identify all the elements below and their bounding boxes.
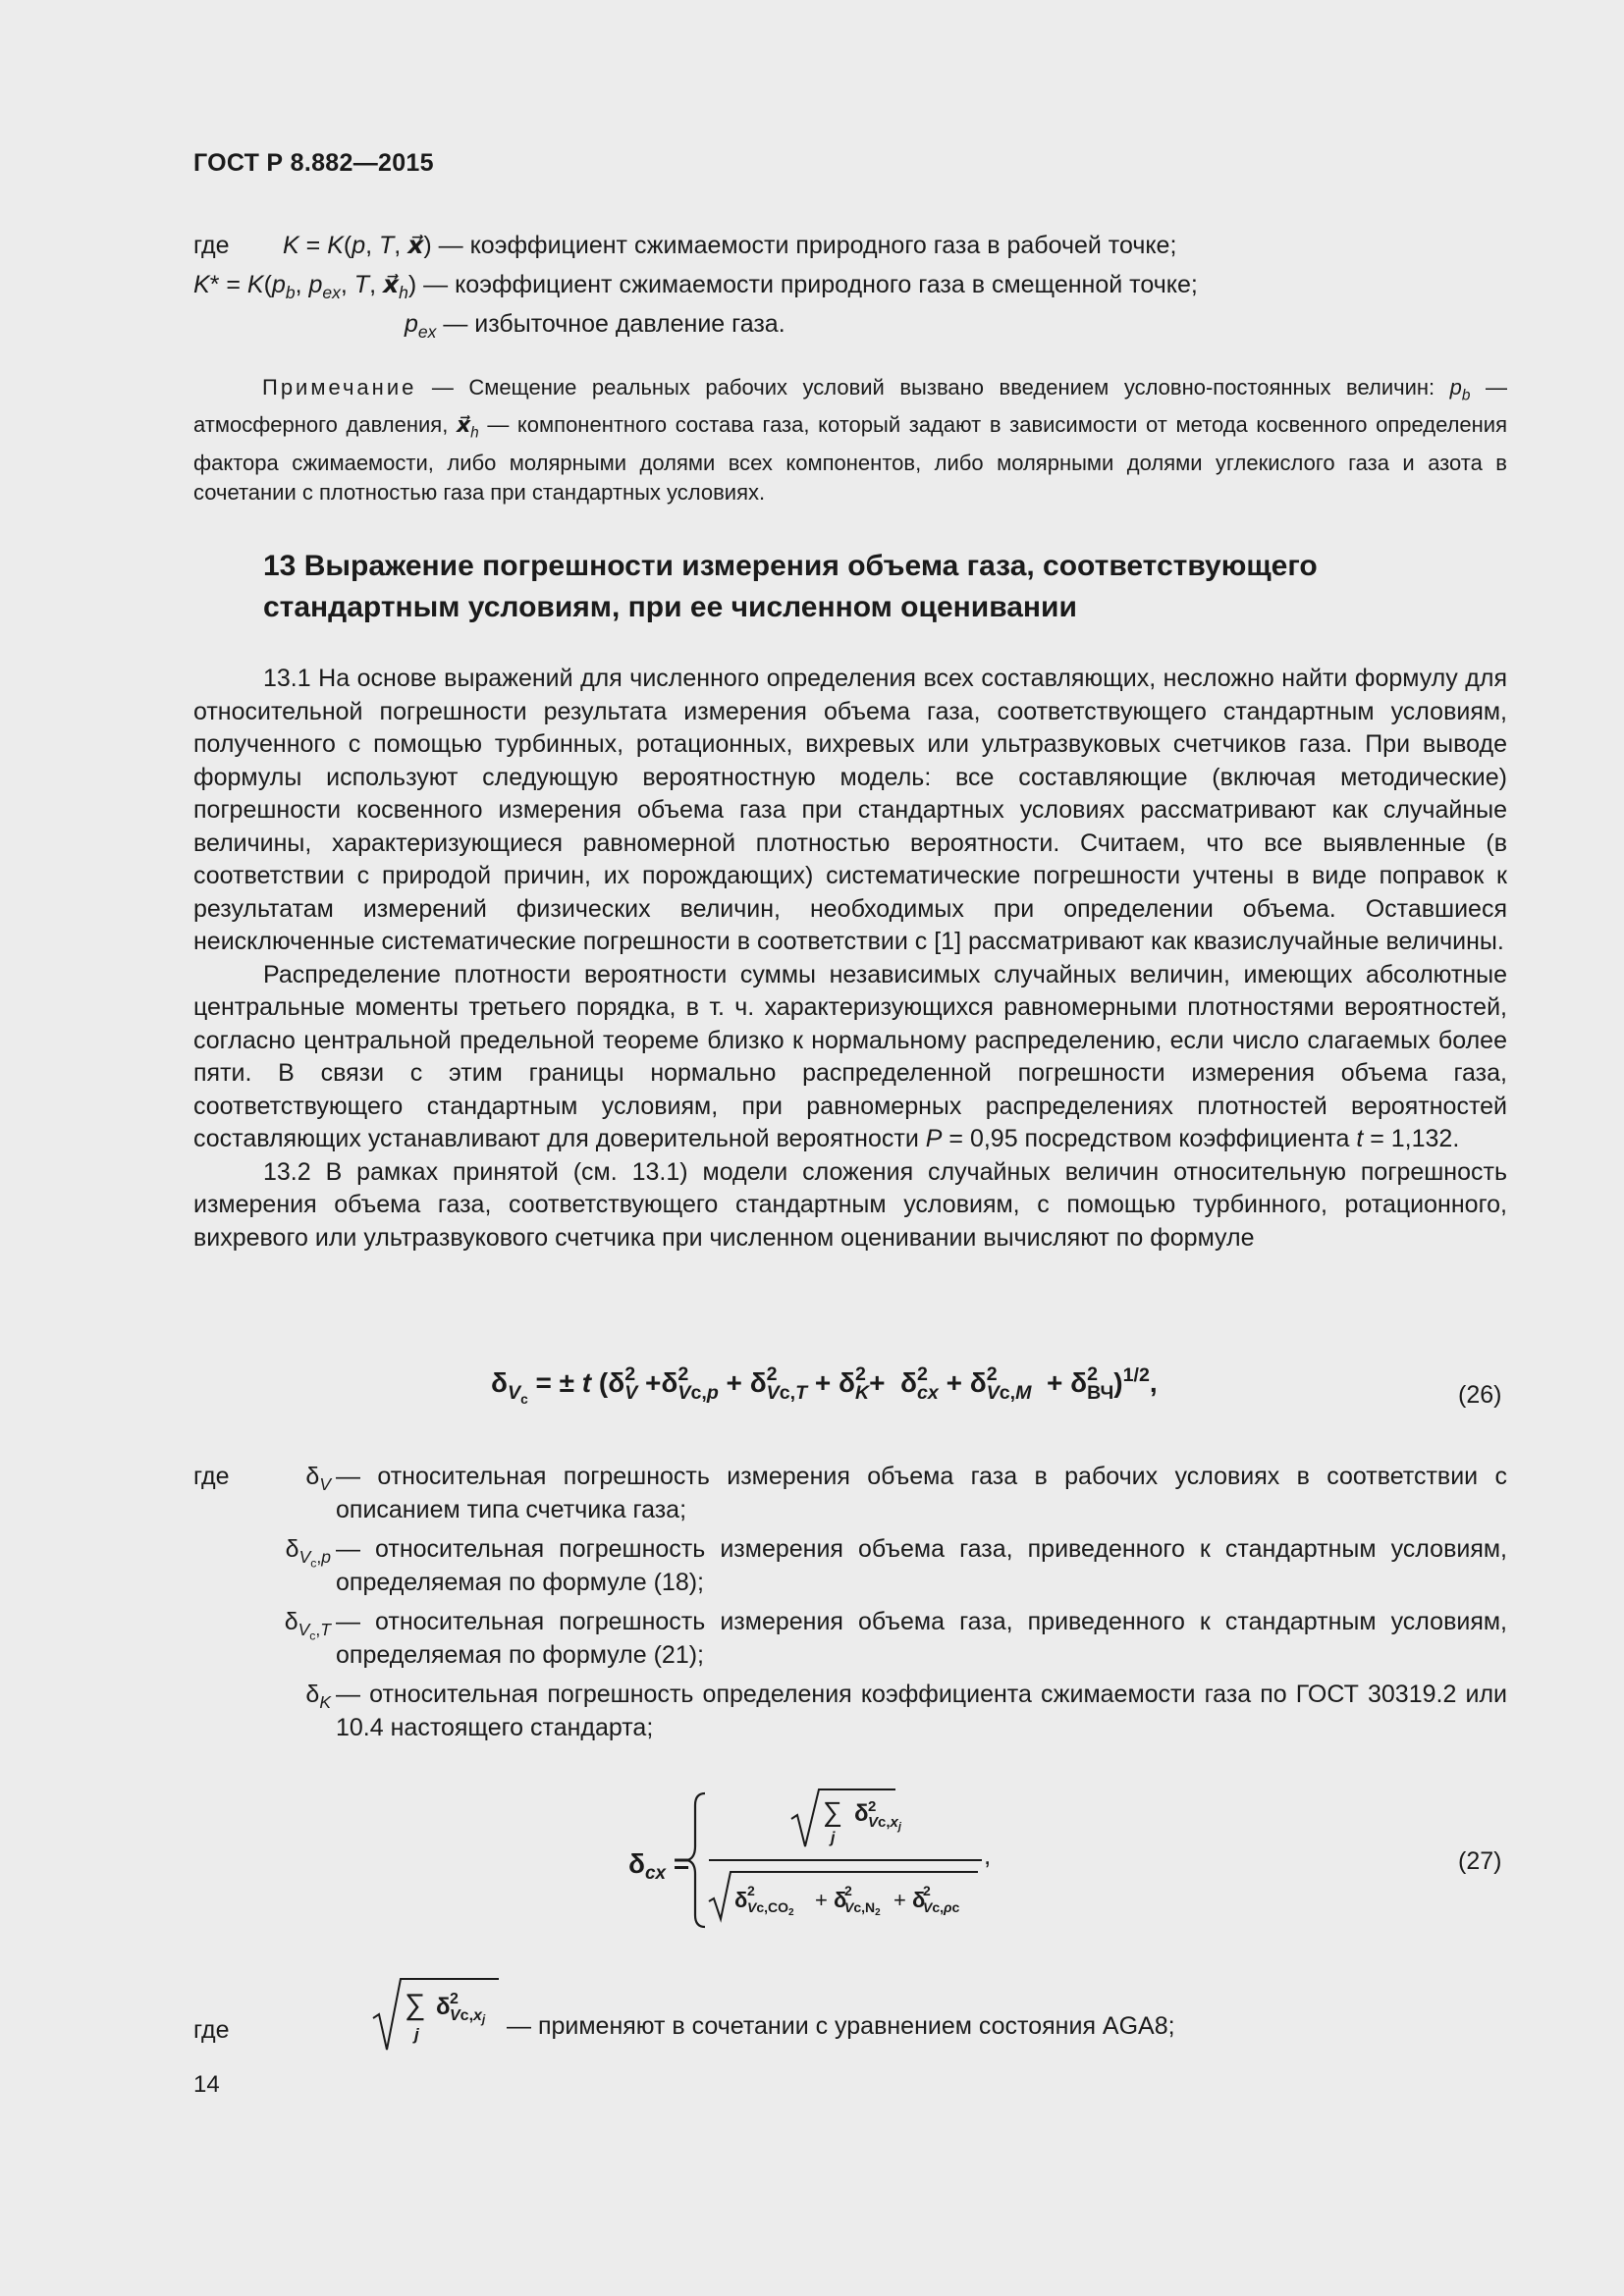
- def-kstar-text: — коэффициент сжимаемости природного газа в смещенной точке;: [423, 271, 1198, 298]
- formula-27: [619, 1782, 1031, 1939]
- svg-text:Vc,xj: $Vc,x_j$: [868, 1814, 901, 1833]
- note-lead: Примечание: [262, 375, 417, 400]
- svg-text:δcx =: $\delta_{cx}$ =: [628, 1848, 690, 1884]
- svg-text:Vc,ρc: Vc,ρc: [923, 1899, 960, 1915]
- def-k-text: — коэффициент сжимаемости природного газа в рабочей точке;: [438, 232, 1177, 259]
- svg-text:+ δ: + δ: [815, 1888, 847, 1912]
- formula-26: $\delta_{V_c}$ = ± t (δ 2 V +δ 2 Vc,p + δ 2 Vc,T + δ 2 K + δ 2 cx + δ 2 Vc,M + δ 2 ВЧ )$^{1/2}$,: [491, 1362, 1158, 1407]
- svg-text:δ: δ: [436, 1994, 451, 2020]
- eq26-number: (26): [1458, 1381, 1502, 1409]
- svg-text:∑: ∑: [405, 1989, 426, 2021]
- svg-text:2: 2: [844, 1883, 852, 1898]
- svg-text:Vc,N2: $Vc,N_2$: [844, 1899, 881, 1918]
- def-kstar: $K* = K(p_b$, $p_{ex}$, T, $x⃗_h$) — коэффициент сжимаемости природного газа в смещенной точке;: [193, 271, 1198, 303]
- svg-text:2: 2: [450, 1991, 459, 2007]
- svg-text:Vc,CO2: $Vc,CO_2$: [747, 1899, 794, 1918]
- def-pex: $p_{ex}$ — избыточное давление газа.: [405, 310, 785, 343]
- document-header: ГОСТ Р 8.882—2015: [193, 149, 434, 177]
- svg-text:δ: δ: [854, 1800, 869, 1827]
- svg-text:2: 2: [747, 1883, 755, 1898]
- bottom-def-text: — применяют в сочетании с уравнением состояния AGA8;: [507, 2012, 1175, 2040]
- deflist-gde-label: где: [193, 1463, 230, 1490]
- svg-text:Vc,xj: Vc,xj: [450, 2007, 486, 2026]
- svg-text:j: j: [414, 2025, 419, 2044]
- bottom-gde-label: где: [193, 2016, 230, 2044]
- svg-text:∑: ∑: [823, 1796, 842, 1827]
- paragraph-distribution: Распределение плотности вероятности суммы независимых случайных величин, имеющих абсолютные центральные моменты третьего порядка, в т. ч. характеризующихся равномерными плотностями вероятностей, согласно центральной предельной теореме близко к нормальному распределению, если число слагаемых более пяти. В связи с этим границы нормально распределенной погрешности измерения объема газа, соответствующего стандартным условиям, при равномерных распределениях плотностей вероятностей составляющих устанавливают для доверительной вероятности P = 0,95 посредством коэффициента t = 1,132.: [193, 960, 1507, 1152]
- delta-vc-t-symbol: $\delta_{V_c,T}$: [284, 1608, 331, 1643]
- svg-text:2: 2: [868, 1798, 877, 1815]
- eq27-number: (27): [1458, 1847, 1502, 1875]
- def-k: K = K(p, T, x⃗) — коэффициент сжимаемости природного газа в рабочей точке;: [283, 232, 1177, 259]
- body-text: [193, 663, 1507, 1255]
- section-heading: 13 Выражение погрешности измерения объема газа, соответствующего стандартным условиям, при ее численном оценивании: [263, 550, 1318, 623]
- delta-v-symbol: $\delta_V$: [305, 1463, 331, 1495]
- page-number: 14: [193, 2071, 220, 2098]
- delta-k-symbol: $\delta_K$: [305, 1681, 331, 1713]
- delta-vc-p-symbol: $\delta_{V_c,p}$: [285, 1535, 331, 1571]
- svg-text:j: j: [831, 1830, 836, 1846]
- paragraph-13-1: 13.1 На основе выражений для численного определения всех составляющих, несложно найти формулу для относительной погрешности результата измерения объема газа, соответствующего стандартным условиям, полученного с помощью турбинных, ротационных, вихревых или ультразвуковых счетчиков газа. При выводе формулы используют следующую вероятностную модель: все составляющие (включая методические) погрешности косвенного измерения объема газа при стандартных условиях рассматривают как случайные величины, характеризующиеся равномерной плотностью вероятности. Считаем, что все выявленные (в соответствии с природой причин, их порождающих) систематические погрешности учтены в виде поправок к результатам измерений физических величин, необходимых при определении объема. Оставшиеся неисключенные систематические погрешности в соответствии с [1] рассматривают как квазислучайные величины.: [193, 665, 1507, 955]
- svg-text:2: 2: [923, 1883, 931, 1898]
- eq26-definitions: где $\delta_V$ — относительная погрешность измерения объема газа в рабочих условиях в соответствии с описанием типа счетчика газа; $\delta_{V_c,p}$ — относительная погрешность измерения объема газа, приведенного к стандартным условиям, определяемая по формуле (18); $\delta_{V_c,T}$ — относительная погрешность измерения объема газа, приведенного к стандартным условиям, определяемая по формуле (21); $\delta_K$ — относительная погрешность определения коэффициента сжимаемости газа по ГОСТ 30319.2 или 10.4 настоящего стандарта;: [193, 1463, 1507, 1741]
- def-pex-text: — избыточное давление газа.: [443, 310, 785, 338]
- svg-text:,: ,: [984, 1841, 992, 1870]
- svg-text:+ δ: + δ: [893, 1888, 926, 1912]
- svg-text:δ: δ: [734, 1888, 748, 1912]
- def-gde-label: где: [193, 232, 230, 259]
- note-block: Примечание — Смещение реальных рабочих условий вызвано введением условно-постоянных величин: $p_b$ — атмосферного давления, $x⃗_h$ — компонентного состава газа, который задают в зависимости от метода косвенного определения фактора сжимаемости, либо молярными долями всех компонентов, либо молярными долями углекислого газа и азота в сочетании с плотностью газа при стандартных условиях.: [193, 375, 1507, 505]
- paragraph-13-2: 13.2 В рамках принятой (см. 13.1) модели сложения случайных величин относительную погрешность измерения объема газа, соответствующего стандартным условиям, с помощью турбинного, ротационного, вихревого или ультразвукового счетчика при численном оценивании вычисляют по формуле: [193, 1157, 1507, 1252]
- sqrt-sum-symbol: [371, 1971, 509, 2056]
